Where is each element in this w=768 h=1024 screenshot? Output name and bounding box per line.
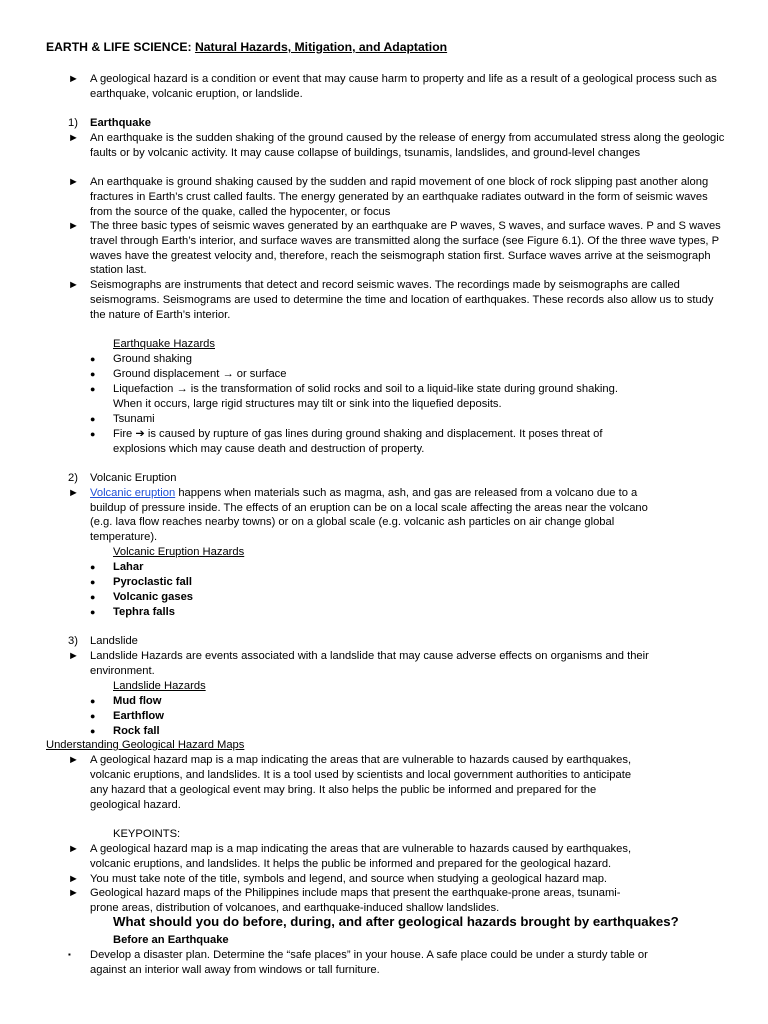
bullet-icon: ● [90,369,96,379]
arrow-bullet-icon: ► [68,73,79,85]
keypoints-heading: KEYPOINTS: [113,828,181,840]
maps-paragraph-line-1: A geological hazard map is a map indicating the areas that are vulnerable to hazards caused by earthquakes, [90,754,632,766]
intro-paragraph: A geological hazard is a condition or event that may cause harm to property and life as a result of a geological process such as earthquake, volcanic eruption, or landslide. [90,73,717,100]
volcanic-hazards-heading: Volcanic Eruption Hazards [113,546,245,558]
document-title [46,40,447,55]
hazard-tsunami: Tsunami [113,413,155,425]
arrow-bullet-icon: ► [68,220,79,232]
bullet-icon: ● [90,414,96,424]
volcanic-paragraph-line-2: buildup of pressure inside. The effects of an eruption can be on a local scale affecting the areas near the volcano [90,502,648,514]
volcanic-paragraph-text: happens when materials such as magma, ash, and gas are released from a volcano due to a [175,487,638,499]
keypoint-1-line-1: A geological hazard map is a map indicating the areas that are vulnerable to hazards caused by earthquakes, [90,843,632,855]
hazard-liquefaction-cont: When it occurs, large rigid structures may tilt or sink into the liquefied deposits. [113,398,502,410]
landslide-paragraph-line-1: Landslide Hazards are events associated with a landslide that may cause adverse effects on organisms and their [90,650,649,662]
hazard-fire: Fire ➔ is caused by rupture of gas lines during ground shaking and displacement. It poses threat of [113,428,603,440]
title-prefix: EARTH & LIFE SCIENCE: [46,40,192,54]
landslide-paragraph-line-2: environment. [90,665,155,677]
before-item-1-line-1: Develop a disaster plan. Determine the “safe places” in your house. A safe place could be under a sturdy table or [90,949,648,961]
earthquake-paragraph-4: Seismographs are instruments that detect and record seismic waves. The recordings made by seismographs are called seismograms. Seismograms are used to determine the time and location of earthquakes. These records also allow us to study the nature of Earth’s interior. [90,279,714,321]
earthquake-paragraph-2: An earthquake is ground shaking caused by the sudden and rapid movement of one block of rock slipping past another along fractures in Earth’s crust called faults. The energy generated by an earthquake radiates outward in the form of seismic waves from the source of the quake, called the hypocenter, or focus [90,176,709,218]
arrow-bullet-icon: ► [68,754,79,766]
bullet-icon: ● [90,562,96,572]
arrow-bullet-icon: ► [68,176,79,188]
hazard-ground-shaking: Ground shaking [113,353,192,365]
section-2-heading: Volcanic Eruption [90,472,177,484]
bullet-icon: ● [90,429,96,439]
bullet-icon: ● [90,696,96,706]
arrow-bullet-icon: ► [68,843,79,855]
earthquake-hazards-heading: Earthquake Hazards [113,338,215,350]
landslide-hazards-heading: Landslide Hazards [113,680,206,692]
volcanic-paragraph-line-3: (e.g. lava flow reaches nearby towns) or on a global scale (e.g. volcanic ash particles on air change global [90,516,615,528]
keypoint-3-line-2: prone areas, distribution of volcanoes, and earthquake-induced shallow landslides. [90,902,500,914]
square-bullet-icon: ▪ [68,950,71,959]
arrow-bullet-icon: ► [68,132,79,144]
keypoint-2: You must take note of the title, symbols and legend, and source when studying a geological hazard map. [90,873,608,885]
arrow-bullet-icon: ► [68,650,79,662]
hazard-fire-cont: explosions which may cause death and destruction of property. [113,443,425,455]
section-3-heading: Landslide [90,635,138,647]
landslide-hazard-item: Rock fall [113,725,160,737]
bullet-icon: ● [90,711,96,721]
bullet-icon: ● [90,384,96,394]
hazard-ground-displacement: Ground displacement → or surface [113,368,287,380]
section-1-heading: Earthquake [90,117,151,129]
arrow-bullet-icon: ► [68,873,79,885]
bullet-icon: ● [90,577,96,587]
before-earthquake-heading: Before an Earthquake [113,934,229,946]
maps-paragraph-line-4: geological hazard. [90,799,181,811]
section-1-number: 1) [68,117,78,129]
earthquake-paragraph-1: An earthquake is the sudden shaking of the ground caused by the release of energy from accumulated stress along the geologic faults or by volcanic activity. It may cause collapse of buildings, tsunamis, landslides, and ground-level changes [90,132,725,159]
bullet-icon: ● [90,592,96,602]
volcanic-paragraph-line-4: temperature). [90,531,158,543]
bullet-icon: ● [90,726,96,736]
earthquake-question-heading: What should you do before, during, and after geological hazards brought by earthquakes? [113,914,679,929]
section-3-number: 3) [68,635,78,647]
hazard-maps-heading: Understanding Geological Hazard Maps [46,739,245,751]
landslide-hazard-item: Earthflow [113,710,164,722]
bullet-icon: ● [90,607,96,617]
volcanic-hazard-item: Lahar [113,561,144,573]
before-item-1-line-2: against an interior wall away from windows or tall furniture. [90,964,380,976]
volcanic-hazard-item: Tephra falls [113,606,175,618]
section-2-number: 2) [68,472,78,484]
title-underlined: Natural Hazards, Mitigation, and Adaptation [194,40,448,54]
earthquake-paragraph-3: The three basic types of seismic waves generated by an earthquake are P waves, S waves, and surface waves. P and S waves travel through Earth’s interior, and surface waves are transmitted along the surface (see Figure 6.1). Of the three wave types, P waves have the greatest velocity and, therefore, reach the seismograph station first. Surface waves arrive at the seismograph station last. [90,220,721,277]
volcanic-hazard-item: Volcanic gases [113,591,194,603]
maps-paragraph-line-3: any hazard that a geological event may bring. It also helps the public be informed and prepared for the [90,784,597,796]
volcanic-hazard-item: Pyroclastic fall [113,576,192,588]
volcanic-paragraph-line-1 [90,486,730,501]
keypoint-3-line-1: Geological hazard maps of the Philippines include maps that present the earthquake-prone areas, tsunami- [90,887,621,899]
arrow-bullet-icon: ► [68,487,79,499]
maps-paragraph-line-2: volcanic eruptions, and landslides. It is a tool used by scientists and local government authorities to anticipate [90,769,632,781]
hazard-liquefaction: Liquefaction → is the transformation of solid rocks and soil to a liquid-like state during ground shaking. [113,383,618,395]
volcanic-eruption-link[interactable]: Volcanic eruption [90,487,176,499]
keypoint-1-line-2: volcanic eruptions, and landslides. It helps the public be informed and prepared for the geological hazard. [90,858,612,870]
arrow-bullet-icon: ► [68,279,79,291]
bullet-icon: ● [90,354,96,364]
landslide-hazard-item: Mud flow [113,695,162,707]
arrow-bullet-icon: ► [68,887,79,899]
